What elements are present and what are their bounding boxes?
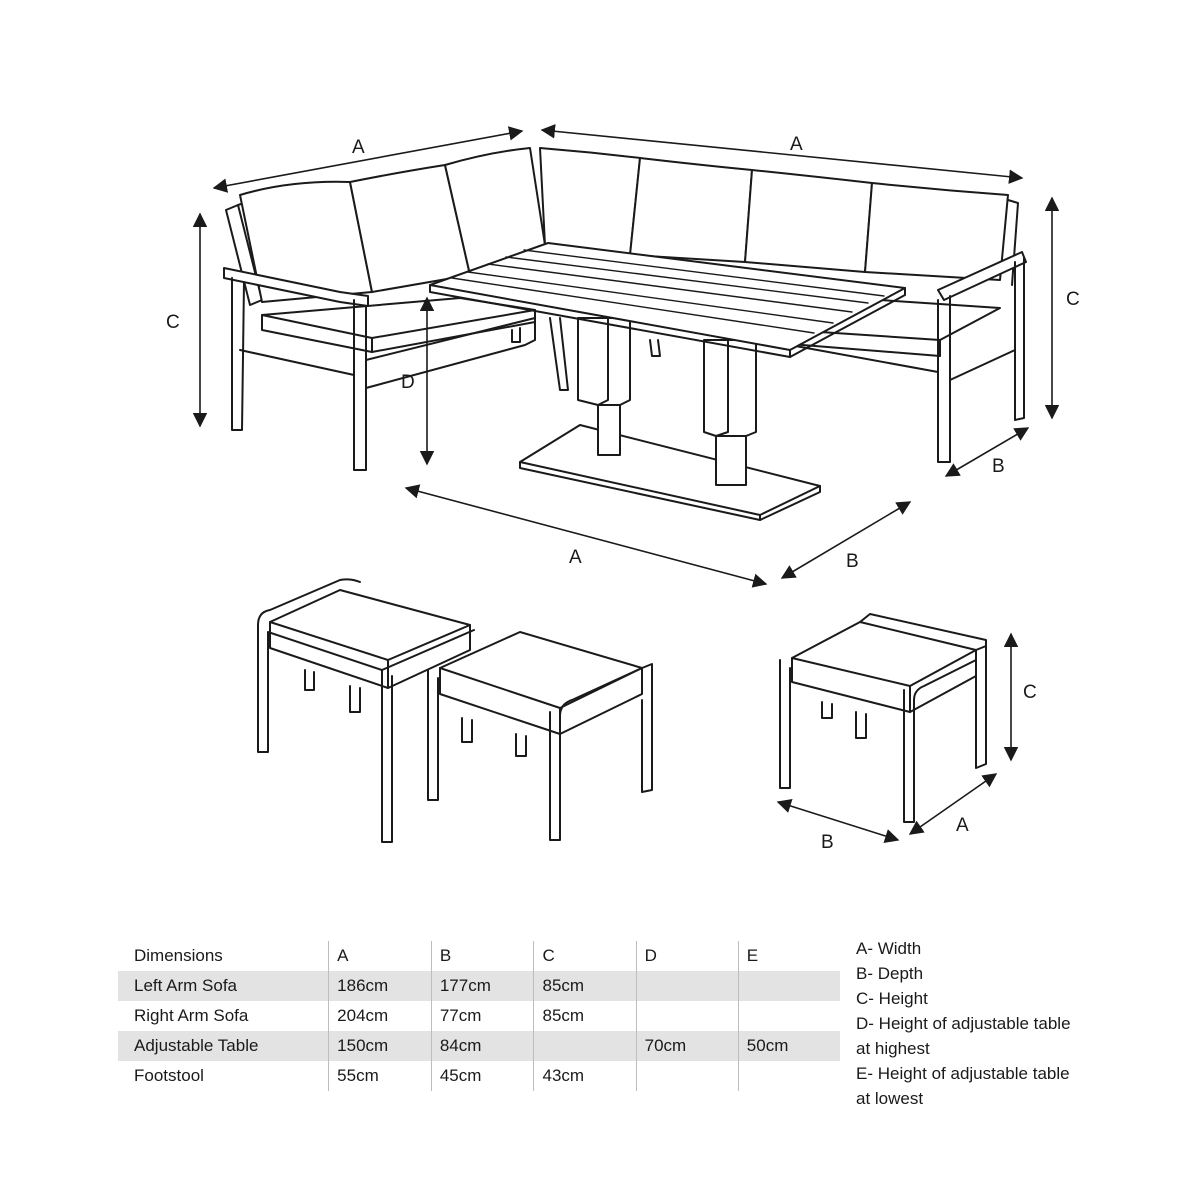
sofa-label-a-left: A bbox=[352, 137, 365, 158]
table-cell bbox=[738, 971, 840, 1001]
table-cell bbox=[636, 1061, 738, 1091]
table-cell: 204cm bbox=[329, 1001, 432, 1031]
dimensions-table bbox=[118, 941, 840, 1091]
legend-line: E- Height of adjustable table bbox=[856, 1064, 1070, 1083]
legend-line: at lowest bbox=[856, 1089, 924, 1108]
table-header-cell: Dimensions bbox=[134, 946, 223, 965]
table-row-label: Left Arm Sofa bbox=[118, 971, 329, 1001]
sofa-label-a-right: A bbox=[790, 134, 803, 155]
table-cell bbox=[738, 1061, 840, 1091]
table-cell: 150cm bbox=[329, 1031, 432, 1061]
table-cell: 50cm bbox=[738, 1031, 840, 1061]
table-cell: 186cm bbox=[329, 971, 432, 1001]
table-row-label: Footstool bbox=[134, 1066, 204, 1085]
table-cell: 84cm bbox=[431, 1031, 534, 1061]
footstool-label-c: C bbox=[1023, 682, 1037, 703]
table-label-a: A bbox=[569, 547, 582, 568]
table-header-cell: D bbox=[636, 941, 738, 971]
table-cell: 177cm bbox=[431, 971, 534, 1001]
table-cell: 85cm bbox=[534, 971, 636, 1001]
table-cell: 77cm bbox=[431, 1001, 534, 1031]
adjustable-table bbox=[430, 243, 905, 520]
table-header-row bbox=[118, 941, 840, 971]
legend-line: D- Height of adjustable table bbox=[856, 1014, 1071, 1033]
table-label-b: B bbox=[846, 551, 859, 572]
table-cell bbox=[738, 1001, 840, 1031]
table-row bbox=[118, 1061, 840, 1091]
table-cell bbox=[534, 1031, 636, 1061]
footstool-label-a: A bbox=[956, 815, 969, 836]
footstool-pair bbox=[258, 579, 652, 842]
dimension-legend bbox=[856, 936, 1106, 1111]
footstool-single bbox=[780, 614, 986, 822]
table-header-cell: E bbox=[738, 941, 840, 971]
table-row bbox=[118, 971, 840, 1001]
legend-line: A- Width bbox=[856, 939, 922, 958]
table-cell bbox=[636, 1001, 738, 1031]
table-cell: 55cm bbox=[329, 1061, 432, 1091]
sofa-label-c-left: C bbox=[166, 312, 180, 333]
legend-line: B- Depth bbox=[856, 964, 924, 983]
table-header-cell: B bbox=[431, 941, 534, 971]
sofa-label-b-right: B bbox=[992, 456, 1005, 477]
table-row-label: Adjustable Table bbox=[118, 1031, 329, 1061]
table-label-d: D bbox=[401, 372, 415, 393]
table-row-label: Right Arm Sofa bbox=[134, 1006, 249, 1025]
table-cell: 85cm bbox=[534, 1001, 636, 1031]
table-cell: 70cm bbox=[636, 1031, 738, 1061]
footstool-label-b: B bbox=[821, 832, 834, 853]
table-cell: 43cm bbox=[534, 1061, 636, 1091]
table-header-cell: C bbox=[534, 941, 636, 971]
sofa-label-c-right: C bbox=[1066, 289, 1080, 310]
table-header-cell: A bbox=[329, 941, 432, 971]
table-row bbox=[118, 1001, 840, 1031]
legend-line: C- Height bbox=[856, 989, 928, 1008]
table-row bbox=[118, 1031, 840, 1061]
legend-line: at highest bbox=[856, 1039, 930, 1058]
table-cell: 45cm bbox=[431, 1061, 534, 1091]
table-cell bbox=[636, 971, 738, 1001]
